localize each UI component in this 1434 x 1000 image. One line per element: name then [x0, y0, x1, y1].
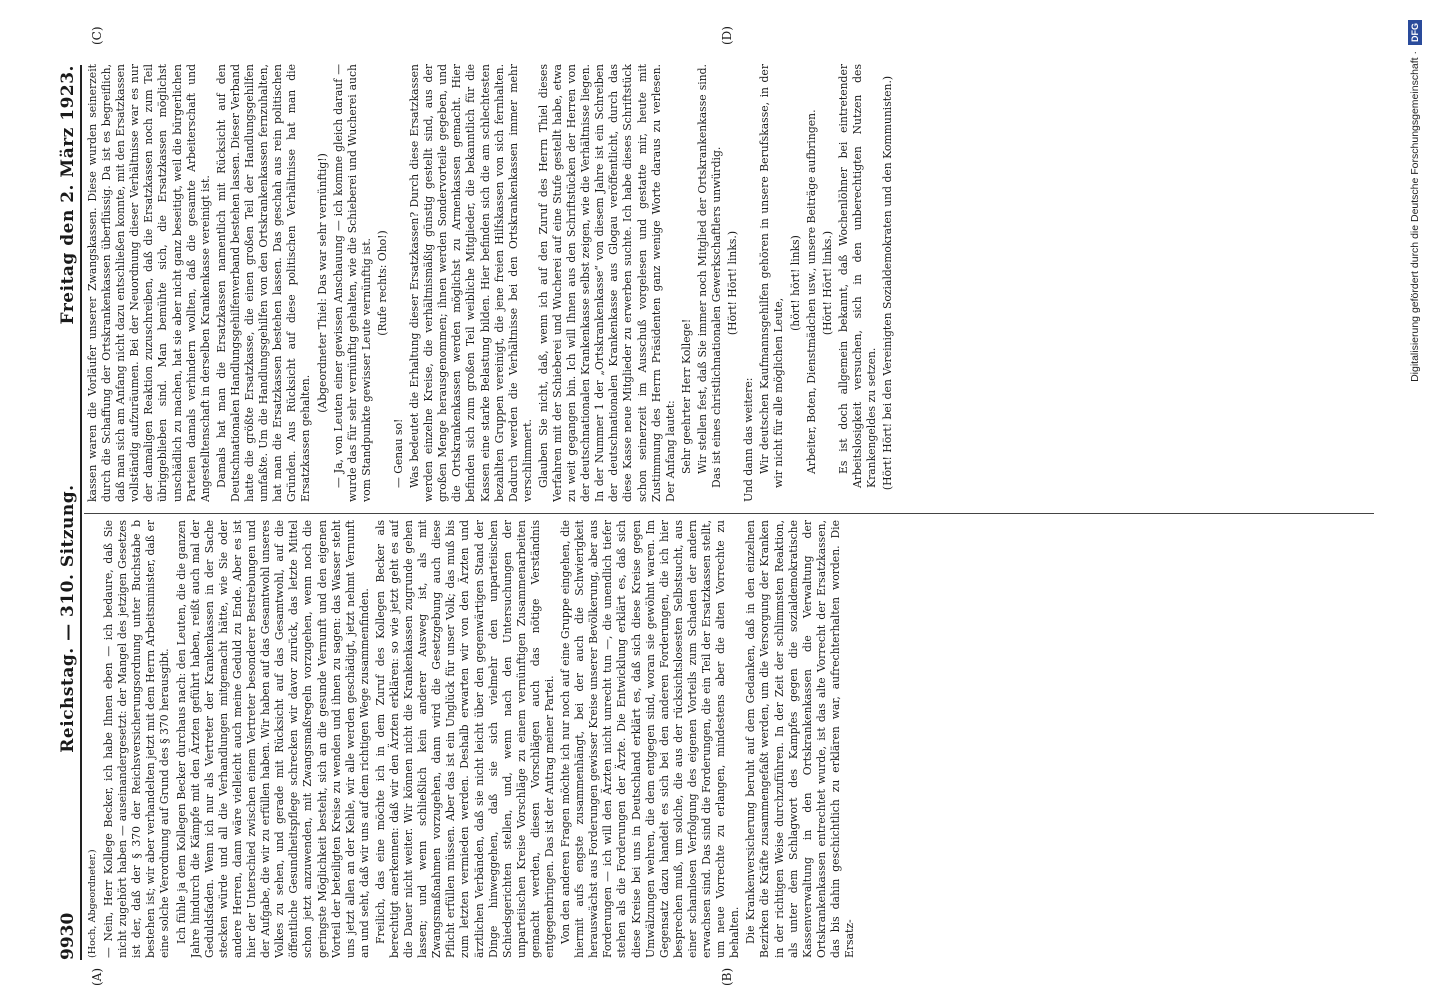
paragraph: Die Krankenversicherung beruht auf dem Gedanken, daß in den einzelnen Bezirken die Kräfte zusammengefaßt werden, um die Versorgung der Kranken in der richtigen Weise durchzuführen. In der Zeit der schlimmsten Reaktion, als unter dem Schlagwort des Kampfes gegen die sozialdemokratische Kassenverwaltung in den Ortskrankenkassen die Verwaltung der Ortskrankenkassen entrechtet wurde, ist das alte Vorrecht der Ersatzkassen, das bis dahin geschichtlich zu erklären war, aufrechterhalten worden. Die Ersatz-	[744, 520, 856, 958]
column-divider	[84, 513, 1374, 514]
margin-marker-b: (B)	[720, 967, 734, 986]
margin-marker-d: (D)	[720, 26, 734, 45]
quote: Wir deutschen Kaufmannsgehilfen gehören in unsere Berufskasse, in der wir nicht für alle möglichen Leute,	[758, 64, 786, 488]
interjection: (Hört! Hört! bei den Vereinigten Sozialdemokraten und den Kommunisten.)	[881, 75, 895, 491]
margin-marker-c: (C)	[90, 26, 104, 45]
quote: Arbeiter, Boten, Dienstmädchen usw., unsere Beiträge aufbringen.	[804, 109, 818, 474]
credit-text: Digitalisierung gefördert durch die Deutsche Forschungsgemeinschaft ·	[1409, 51, 1421, 382]
interjection: (Hört! Hört! links.)	[820, 230, 834, 336]
quote: Wir stellen fest, daß Sie immer noch Mitglied der Ortskrankenkasse sind. Das ist eines christlichnationalen Gewerkschaftlers unwürdig.	[695, 64, 724, 488]
paragraph: Was bedeutet die Erhaltung dieser Ersatzkassen? Durch diese Ersatzkassen werden einzelne Kreise, die verhältnismäßig günstig gestellt sind, aus der großen Menge herausgenommen; ihnen werden Sondervorteile gegeben, und die Ortskrankenkassen werden möglichst zu Armenkassen gemacht. Hier befinden sich zum großen Teil weibliche Mitglieder, die bekanntlich für die Kassen eine starke Belastung bilden. Hier befinden sich die am schlechtesten bezahlten Gruppen vereinigt, die jene freien Hilfskassen von sich fernhalten. Dadurch werden die Verhältnisse bei den Ortskrankenkassen immer mehr verschlimmert.	[408, 64, 534, 502]
right-column	[86, 64, 1376, 502]
margin-marker-a: (A)	[90, 967, 104, 986]
quote: Es ist doch allgemein bekannt, daß Wochenlöhner bei eintretender Arbeitslosigkeit versuchen, sich in den unberechtigten Nutzen des Krankengeldes zu setzen.	[836, 64, 878, 488]
speaker-note: (Hoch, Abgeordneter.)	[87, 849, 98, 958]
interjection: (Abgeordneter Thiel: Das war sehr vernünftig!)	[315, 153, 329, 413]
paragraph: — Genau so!	[391, 418, 405, 488]
interjection: (hört! hört! links)	[788, 235, 802, 331]
paragraph: Glauben Sie nicht, daß, wenn ich auf den Zuruf des Herrn Thiel dieses Verfahren mit der Schieberei und Wucherei auf eine Stufe gestellt habe, etwa zu weit gegangen bin. Ich will Ihnen aus den Schriftstücken der Herren von der deutschnationalen Krankenkasse selbst zeigen, wie die Verhältnisse liegen. In der Nummer 1 der „Ortskrankenkasse“ von diesem Jahre ist ein Schreiben der deutschnationalen Krankenkasse aus Glogau veröffentlicht, durch das diese Kasse neue Mitglieder zu erwerben suchte. Ich habe dieses Schriftstück schon seinerzeit im Ausschuß vorgelesen und gestatte mir, heute mit Zustimmung des Herrn Präsidenten ganz wenige Worte daraus zu verlesen. Der Anfang lautet:	[536, 64, 677, 502]
credit-inner	[1405, 0, 1425, 1000]
quote: Sehr geehrter Herr Kollege!	[679, 318, 693, 474]
interjection: (Hört! Hört! links.)	[726, 230, 740, 336]
page-number: 9930	[58, 912, 78, 960]
left-column	[86, 520, 1376, 958]
page-header	[52, 65, 78, 960]
header-rule	[80, 65, 82, 960]
dfg-logo-badge: DFG	[1408, 20, 1422, 45]
digitization-credit	[1405, 0, 1425, 1000]
paragraph: kassen waren die Vorläufer unserer Zwangskassen. Diese wurden seinerzeit durch die Schaffung der Ortskrankenkassen überflüssig. Da ist es begreiflich, daß man sich am Anfang nicht dazu entschließen konnte, mit den Ersatzkassen vollständig aufzuräumen. Bei der Neuordnung dieser Verhältnisse war es nur der damaligen Reaktion zuzuschreiben, daß die Ersatzkassen noch zum Teil übriggeblieben sind. Man bemühte sich, die Ersatzkassen möglichst unschädlich zu machen, hat sie aber nicht ganz beseitigt, weil die bürgerlichen Parteien damals verhindern wollten, daß die gesamte Arbeiterschaft und Angestelltenschaft in derselben Krankenkasse vereinigt ist.	[86, 64, 212, 502]
paragraph: Von den anderen Fragen möchte ich nur noch auf eine Gruppe eingehen, die hiermit aufs engste zusammenhängt, bei der auch die Schwierigkeit herauswächst aus Forderungen gewisser Kreise unserer Bevölkerung, aber aus Forderungen — ich will den Ärzten nicht unrecht tun —, die unendlich tiefer stehen als die Forderungen der Ärzte. Die Entwicklung erklärt es, daß sich diese Kreise bei uns in Deutschland erklärt es, daß sich diese Kreise gegen Umwälzungen wehren, die dem entgegen sind, woran sie gewöhnt waren. Im Gegensatz dazu handelt es sich bei den anderen Forderungen, die ich hier besprechen muß, um solche, die aus der rücksichtslosesten Selbstsucht, aus einer schamlosen Verfolgung des eigenen Vorteils zum Schaden der andern erwachsen sind. Das sind die Forderungen, die ein Teil der Ersatzkassen stellt, um neue Vorrechte zu erlangen, mindestens aber die alten Vorrechte zu behalten.	[559, 520, 742, 958]
interjection: (Rufe rechts: Oho!)	[375, 230, 389, 336]
paragraph: Und dann das weitere:	[742, 377, 756, 502]
paragraph: Freilich, das eine möchte ich in dem Zuruf des Kollegen Becker als berechtigt anerkennen: daß wir den Ärzten erklären: so wie jetzt geht es auf die Dauer nicht weiter. Wir können nicht die Krankenkassen zugrunde gehen lassen; und wenn schließlich kein anderer Ausweg ist, als mit Zwangsmaßnahmen vorzugehen, dann wird die Gesetzgebung auch diese Pflicht erfüllen müssen. Aber das ist ein Unglück für unser Volk; das muß bis zum letzten vermieden werden. Deshalb erwarten wir von den Ärzten und ärztlichen Verbänden, daß sie nicht leicht über den gegenwärtigen Stand der Dinge hinweggehen, daß sie sich vielmehr den unparteiischen Schiedsgerichten stellen, und, wenn nach den Untersuchungen der unparteiischen Kreise Vorschläge zu einem vernünftigen Zusammenarbeiten gemacht werden, diesen Vorschlägen auch das nötige Verständnis entgegenbringen. Das ist der Antrag meiner Partei.	[373, 520, 556, 958]
header-title: Reichstag. — 310. Sitzung.	[58, 484, 78, 753]
header-date: Freitag den 2. März 1923.	[58, 65, 78, 325]
paragraph: Damals hat man die Ersatzkassen namentlich mit Rücksicht auf den Deutschnationalen Handlungsgehilfenverband bestehen lassen. Dieser Verband hatte die größte Ersatzkasse, die einen großen Teil der Handlungsgehilfen umfaßte. Um die Handlungsgehilfen von den Ortskrankenkassen fernzuhalten, hat man die Ersatzkassen bestehen lassen. Das geschah aus rein politischen Gründen. Aus Rücksicht auf diese politischen Verhältnisse hat man die Ersatzkassen gehalten.	[214, 64, 313, 502]
paragraph: Ich fühle ja dem Kollegen Becker durchaus nach: den Leuten, die die ganzen Jahre hindurch die Kämpfe mit den Ärzten geführt haben, reißt auch mal der Geduldsfaden. Wenn ich nur als Vertreter der Krankenkassen in der Sache stecken würde und all die Verhandlungen mitgemacht hätte, wie Sie oder andere Herren, dann wäre vielleicht auch meine Geduld zu Ende. Aber es ist hier der Unterschied zwischen einem Vertreter besonderer Bestrebungen und der Aufgabe, die wir zu erfüllen haben. Wir haben auf das Gesamtwohl unseres Volkes zu sehen, und gerade mit Rücksicht auf das Gesamtwohl, auf die öffentliche Gesundheitspflege schrecken wir davor zurück, das letzte Mittel schon jetzt anzuwenden, mit Zwangsmaßregeln vorzugehen, wenn noch die geringste Möglichkeit besteht, sich an die gesunde Vernunft und den eigenen Vorteil der beteiligten Kreise zu wenden und ihnen zu sagen: das Wasser steht uns jetzt allen an der Kehle, wir alle werden geschädigt, jetzt nehmt Vernunft an und seht, daß wir uns auf dem richtigen Wege zusammenfinden.	[174, 520, 371, 958]
paragraph: — Ja, von Leuten einer gewissen Anschauung — ich komme gleich darauf — wurde das für sehr vernünftig gehalten, wie die Schieberei und Wucherei auch vom Standpunkte gewisser Leute vernünftig ist.	[331, 64, 373, 502]
paragraph: — Nein, Herr Kollege Becker, ich habe Ihnen eben — ich bedaure, daß Sie nicht zugehört haben — auseinandergesetzt: der Mangel des jetzigen Gesetzes ist der, daß der § 370 der Reichsversicherungsordnung unter Buchstabe b bestehen ist; wir aber verhandelten jetzt mit dem Herrn Arbeitsminister, daß er eine solche Verordnung auf Grund des § 370 herausgibt.	[102, 520, 172, 958]
